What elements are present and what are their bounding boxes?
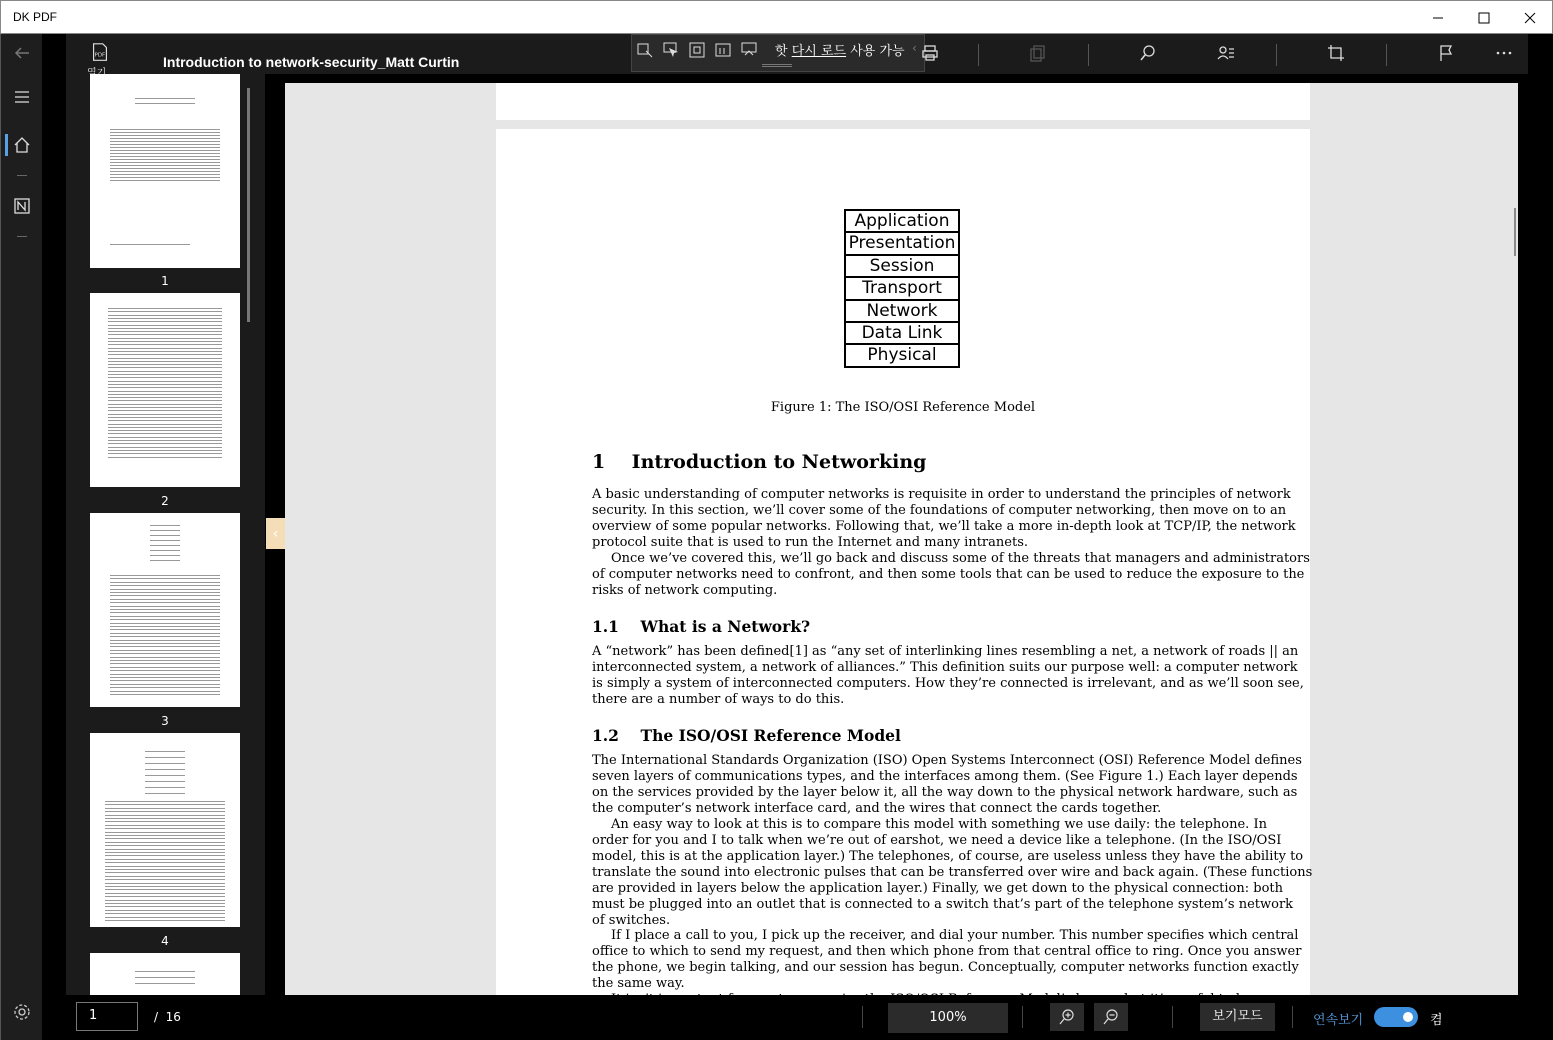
document-viewer[interactable] bbox=[285, 83, 1518, 1005]
thumbnail-text-line bbox=[135, 103, 195, 104]
thumbnail-text-line bbox=[110, 589, 220, 590]
thumbnail-text-line bbox=[105, 804, 225, 805]
chevron-left-icon: ‹ bbox=[272, 525, 279, 542]
print-icon bbox=[921, 44, 939, 62]
thumbnail-text-line bbox=[110, 694, 220, 695]
thumbnail-text-line bbox=[105, 872, 225, 873]
thumbnail-text-line bbox=[105, 815, 225, 816]
thumbnail-text-line bbox=[110, 171, 220, 172]
text-line: protocol suite that is used to run the Internet and many intranets. bbox=[592, 535, 1028, 550]
pointer-icon bbox=[663, 42, 679, 58]
back-arrow-icon bbox=[13, 44, 31, 62]
thumbnail-text-line bbox=[110, 653, 220, 654]
thumbnail-text-line bbox=[108, 341, 222, 342]
thumbnail-text-line bbox=[110, 602, 220, 603]
thumbnail-text-line bbox=[108, 420, 222, 421]
thumbnail-text-line bbox=[108, 414, 222, 415]
thumbnail-text-line bbox=[105, 903, 225, 904]
thumbnail-text-line bbox=[108, 338, 222, 339]
toggle-knob bbox=[1403, 1012, 1413, 1022]
thumbnail-text-line bbox=[110, 612, 220, 613]
paragraph bbox=[592, 551, 1310, 599]
thumbnail-text-line bbox=[110, 643, 220, 644]
thumbnail-text-line bbox=[105, 879, 225, 880]
thumbnail-text-line bbox=[110, 153, 220, 154]
thumbnail-text-line bbox=[110, 616, 220, 617]
thumbnail-text-line bbox=[110, 159, 220, 160]
thumbnail-text-line bbox=[110, 691, 220, 692]
osi-layer: Presentation bbox=[844, 231, 960, 255]
thumbnail-text-line bbox=[150, 535, 180, 536]
print-button[interactable] bbox=[915, 40, 945, 66]
read-aloud-button[interactable] bbox=[1211, 40, 1241, 66]
paragraph bbox=[592, 753, 1302, 817]
document-title: Introduction to network-security_Matt Curtin bbox=[163, 54, 460, 70]
hot-tool-5[interactable] bbox=[739, 40, 759, 60]
thumbnail-text-line bbox=[150, 550, 180, 551]
thumbnail-text-line bbox=[108, 437, 222, 438]
thumbnail-text-line bbox=[110, 640, 220, 641]
thumbnail-text-line bbox=[108, 358, 222, 359]
more-button[interactable] bbox=[1489, 40, 1519, 66]
thumbnail-text-line bbox=[108, 381, 222, 382]
text-line: Once we’ve covered this, we’ll go back and discuss some of the threats that managers and administrators bbox=[611, 551, 1310, 566]
thumbnail-text-line bbox=[110, 165, 220, 166]
thumbnail-text-line bbox=[110, 174, 220, 175]
more-icon bbox=[1495, 44, 1513, 62]
thumbnail-text-line bbox=[150, 555, 180, 556]
thumbnail-text-line bbox=[108, 318, 222, 319]
rail-separator bbox=[17, 236, 27, 237]
text-line: model, this is at the application layer.) The telephones, of course, are useless unless they have the ability to bbox=[592, 849, 1304, 864]
thumbnail-text-line bbox=[105, 917, 225, 918]
thumbnail-text-line bbox=[110, 244, 190, 245]
thumbnail-text-line bbox=[108, 457, 222, 458]
thumbnail-text-line bbox=[110, 132, 220, 133]
thumbnail-text-line bbox=[105, 859, 225, 860]
thumbnail-text-line bbox=[105, 876, 225, 877]
thumbnail-text-line bbox=[110, 575, 220, 576]
thumbnail-text-line bbox=[145, 775, 185, 776]
drag-handle[interactable] bbox=[762, 64, 792, 67]
thumbnail-text-line bbox=[110, 687, 220, 688]
thumbnail-text-line bbox=[110, 629, 220, 630]
thumbnail-text-line bbox=[150, 530, 180, 531]
text-line: is simply a system of interconnected computers. How they’re connected is irrelevant, and as we’ll soon see, bbox=[592, 676, 1304, 691]
thumbnail-text-line bbox=[110, 135, 220, 136]
thumbnail-text-line bbox=[108, 397, 222, 398]
hot-reload-link[interactable]: 다시 로드 bbox=[791, 44, 847, 59]
thumbnail-text-line bbox=[108, 348, 222, 349]
text-line: translate the sound into electronic pulses that can be transferred over wire and back again. (These functions bbox=[592, 865, 1313, 880]
menu-button[interactable] bbox=[1, 82, 43, 112]
paragraph bbox=[592, 487, 1296, 551]
display-layout-icon bbox=[741, 42, 757, 58]
thumbnail-text-line bbox=[110, 670, 220, 671]
thumbnail-text-line bbox=[108, 331, 222, 332]
thumbnail-text-line bbox=[110, 646, 220, 647]
text-line: office to which to send my request, and then which phone from that central office to ring. Once you answer bbox=[592, 944, 1302, 959]
thumbnail-text-line bbox=[110, 147, 220, 148]
thumbnail-text-line bbox=[105, 832, 225, 833]
thumbnail-text-line bbox=[110, 650, 220, 651]
thumbnail-text-line bbox=[145, 763, 185, 764]
collapse-chevron-icon[interactable]: ‹ bbox=[912, 41, 917, 55]
document-button[interactable] bbox=[1, 191, 43, 221]
thumbnail-text-line bbox=[108, 311, 222, 312]
thumbnail-text-line bbox=[135, 983, 195, 984]
thumbnail-text-line bbox=[110, 684, 220, 685]
hot-reload-toolbar bbox=[631, 34, 925, 72]
thumbnail-text-line bbox=[108, 361, 222, 362]
thumbnail-text-line bbox=[108, 371, 222, 372]
continuous-view-state: 켬 bbox=[1430, 1013, 1443, 1028]
thumbnail-text-line bbox=[105, 913, 225, 914]
thumbnail-text-line bbox=[105, 910, 225, 911]
bottom-separator bbox=[1292, 1006, 1293, 1028]
thumbnail-number: 2 bbox=[161, 494, 169, 508]
osi-layer: Transport bbox=[844, 276, 960, 300]
hot-tool-4[interactable] bbox=[713, 40, 733, 60]
text-line: there are a number of ways to do this. bbox=[592, 692, 845, 707]
copy-button[interactable] bbox=[1023, 40, 1053, 66]
search-icon bbox=[1139, 44, 1157, 62]
crop-icon bbox=[1327, 44, 1345, 62]
view-mode-button[interactable]: 보기모드 bbox=[1200, 1003, 1275, 1031]
text-line: on the services provided by the layer below it, all the way down to the physical network hardware, such as bbox=[592, 785, 1298, 800]
section-heading: 1 Introduction to Networking bbox=[592, 451, 927, 473]
thumbnail-text-line bbox=[108, 315, 222, 316]
thumbnail-text-line bbox=[108, 400, 222, 401]
thumbnail-text-line bbox=[110, 578, 220, 579]
thumbnail-text-line bbox=[110, 595, 220, 596]
thumbnail-text-line bbox=[108, 410, 222, 411]
thumbnail-text-line bbox=[105, 818, 225, 819]
flag-icon bbox=[1437, 44, 1455, 62]
thumbnail-text-line bbox=[105, 808, 225, 809]
thumbnail-text-line bbox=[108, 367, 222, 368]
thumbnail-text-line bbox=[105, 869, 225, 870]
thumbnail-text-line bbox=[110, 599, 220, 600]
thumbnail-text-line bbox=[108, 440, 222, 441]
select-element-icon bbox=[637, 42, 653, 58]
bottom-separator bbox=[1022, 1006, 1023, 1028]
close-icon bbox=[1524, 12, 1536, 24]
thumbnail-text-line bbox=[108, 404, 222, 405]
thumbnail-text-line bbox=[110, 623, 220, 624]
thumbnail-text-line bbox=[108, 364, 222, 365]
thumbnail-text-line bbox=[108, 430, 222, 431]
thumbnail-text-line bbox=[110, 180, 220, 181]
thumbnail-text-line bbox=[110, 582, 220, 583]
document-edit-icon bbox=[13, 197, 31, 215]
thumbnail-text-line bbox=[108, 447, 222, 448]
bookmark-button[interactable] bbox=[1431, 40, 1461, 66]
thumbnail-text-line bbox=[108, 394, 222, 395]
zoom-in-icon bbox=[1059, 1009, 1075, 1025]
zoom-level[interactable]: 100% bbox=[888, 1003, 1008, 1033]
thumbnail-text-line bbox=[110, 162, 220, 163]
zoom-out-icon bbox=[1103, 1009, 1119, 1025]
thumbnail-text-line bbox=[108, 453, 222, 454]
text-line: If I place a call to you, I pick up the receiver, and dial your number. This number specifies which central bbox=[611, 928, 1299, 943]
thumbnail-text-line bbox=[110, 636, 220, 637]
thumbnail-text-line bbox=[105, 835, 225, 836]
gear-icon bbox=[12, 1002, 32, 1022]
thumbnail-text-line bbox=[110, 592, 220, 593]
minimize-button[interactable] bbox=[1415, 1, 1461, 34]
thumbnail-text-line bbox=[145, 757, 185, 758]
thumbnail-text-line bbox=[110, 609, 220, 610]
thumbnail-text-line bbox=[105, 900, 225, 901]
thumbnail-page-3[interactable] bbox=[90, 513, 240, 707]
viewer-scrollbar[interactable] bbox=[1514, 208, 1516, 256]
subsection-heading: 1.2 The ISO/OSI Reference Model bbox=[592, 726, 901, 745]
thumbnail-page-5[interactable] bbox=[90, 953, 240, 995]
thumbnail-text-line bbox=[145, 751, 185, 752]
thumbnail-text-line bbox=[110, 619, 220, 620]
text-line: of computer networks need to confront, and then some tools that can be used to reduce the exposure to the bbox=[592, 567, 1305, 582]
osi-model-figure bbox=[844, 209, 960, 368]
continuous-view-label: 연속보기 bbox=[1313, 1013, 1364, 1028]
bottom-separator bbox=[862, 1006, 863, 1028]
settings-button[interactable] bbox=[12, 1002, 32, 1022]
search-button[interactable] bbox=[1133, 40, 1163, 66]
thumbnail-text-line bbox=[108, 424, 222, 425]
thumbnail-text-line bbox=[135, 977, 195, 978]
copy-icon bbox=[1029, 44, 1047, 62]
text-line: An easy way to look at this is to compare this model with something we use daily: the telephone. In bbox=[611, 817, 1267, 832]
osi-layer: Session bbox=[844, 254, 960, 278]
text-line: of switches. bbox=[592, 913, 671, 928]
thumbnail-text-line bbox=[108, 351, 222, 352]
text-line: security. In this section, we’ll cover some of the foundations of computer networking, then move on to an bbox=[592, 503, 1287, 518]
pdf-page bbox=[496, 129, 1313, 1005]
text-line: the phone, we begin talking, and our session has begun. Conceptually, computer networks function exactly bbox=[592, 960, 1299, 975]
thumbnail-text-line bbox=[108, 391, 222, 392]
hot-tool-2[interactable] bbox=[661, 40, 681, 60]
thumbnail-text-line bbox=[150, 560, 180, 561]
maximize-icon bbox=[1478, 12, 1490, 24]
thumbnail-text-line bbox=[110, 168, 220, 169]
thumbnail-scrollbar[interactable] bbox=[247, 88, 250, 322]
thumbnail-text-line bbox=[135, 98, 195, 99]
hot-reload-suffix: 사용 가능 bbox=[846, 44, 905, 59]
thumbnail-text-line bbox=[108, 344, 222, 345]
toolbar-separator bbox=[1386, 44, 1387, 66]
track-focus-icon bbox=[715, 42, 731, 58]
thumbnail-text-line bbox=[110, 660, 220, 661]
thumbnail-text-line bbox=[110, 606, 220, 607]
text-line: are provided in layers below the application layer.) Finally, we get down to the physical connection: both bbox=[592, 881, 1284, 896]
text-line: must be plugged into an outlet that is connected to a switch that’s part of the telephone system’s network bbox=[592, 897, 1294, 912]
thumbnail-text-line bbox=[108, 417, 222, 418]
thumbnail-text-line bbox=[110, 156, 220, 157]
thumbnail-page-4[interactable] bbox=[90, 733, 240, 927]
page-number-input[interactable]: 1 bbox=[76, 1002, 138, 1031]
thumbnail-text-line bbox=[110, 138, 220, 139]
thumbnail-page-2[interactable] bbox=[90, 293, 240, 487]
thumbnail-text-line bbox=[105, 828, 225, 829]
svg-text:PDF: PDF bbox=[94, 52, 106, 59]
thumbnail-text-line bbox=[105, 842, 225, 843]
thumbnail-text-line bbox=[145, 781, 185, 782]
back-button[interactable] bbox=[1, 38, 43, 68]
thumbnail-text-line bbox=[108, 321, 222, 322]
hot-reload-status bbox=[775, 40, 905, 59]
thumbnail-text-line bbox=[105, 893, 225, 894]
thumbnail-text-line bbox=[110, 177, 220, 178]
thumbnail-text-line bbox=[110, 626, 220, 627]
thumbnail-text-line bbox=[105, 838, 225, 839]
osi-layer: Physical bbox=[844, 343, 960, 367]
osi-layer: Application bbox=[844, 209, 960, 233]
thumbnail-text-line bbox=[105, 883, 225, 884]
thumbnail-text-line bbox=[108, 377, 222, 378]
collapse-pane-button[interactable] bbox=[266, 518, 285, 549]
thumbnail-text-line bbox=[105, 825, 225, 826]
thumbnail-text-line bbox=[108, 325, 222, 326]
previous-page bbox=[496, 83, 1310, 120]
hamburger-icon bbox=[13, 88, 31, 106]
maximize-button[interactable] bbox=[1461, 1, 1507, 34]
thumbnail-text-line bbox=[105, 866, 225, 867]
thumbnail-text-line bbox=[105, 889, 225, 890]
home-icon bbox=[13, 136, 31, 154]
text-line: A “network” has been defined[1] as “any set of interlinking lines resembling a net, a network of roads || an bbox=[592, 644, 1299, 659]
left-rail bbox=[0, 34, 42, 1040]
thumbnail-text-line bbox=[108, 407, 222, 408]
thumbnail-text-line bbox=[110, 150, 220, 151]
thumbnail-text-line bbox=[108, 308, 222, 309]
read-aloud-icon bbox=[1217, 44, 1235, 62]
toolbar-separator bbox=[1088, 44, 1089, 66]
thumbnail-text-line bbox=[110, 657, 220, 658]
hot-tool-1[interactable] bbox=[635, 40, 655, 60]
thumbnail-text-line bbox=[110, 129, 220, 130]
thumbnail-text-line bbox=[108, 450, 222, 451]
thumbnail-text-line bbox=[108, 433, 222, 434]
thumbnail-text-line bbox=[108, 443, 222, 444]
figure-caption: Figure 1: The ISO/OSI Reference Model bbox=[770, 400, 1036, 415]
thumbnail-text-line bbox=[108, 354, 222, 355]
thumbnail-text-line bbox=[105, 801, 225, 802]
window-titlebar bbox=[0, 0, 1553, 34]
text-line: A basic understanding of computer networks is requisite in order to understand the principles of network bbox=[592, 487, 1291, 502]
thumbnail-text-line bbox=[108, 427, 222, 428]
thumbnail-text-line bbox=[110, 141, 220, 142]
thumbnail-text-line bbox=[145, 793, 185, 794]
continuous-view-toggle[interactable] bbox=[1374, 1007, 1418, 1027]
thumbnail-text-line bbox=[110, 633, 220, 634]
bottom-separator bbox=[1172, 1006, 1173, 1028]
thumbnail-text-line bbox=[110, 144, 220, 145]
osi-layer: Network bbox=[844, 299, 960, 323]
thumbnail-text-line bbox=[105, 862, 225, 863]
close-button[interactable] bbox=[1507, 1, 1553, 34]
text-line: the same way. bbox=[592, 976, 685, 991]
thumbnail-text-line bbox=[105, 852, 225, 853]
rail-separator bbox=[17, 175, 27, 176]
toolbar-separator bbox=[978, 44, 979, 66]
thumbnail-text-line bbox=[105, 855, 225, 856]
text-line: order for you and I to talk when we’re out of earshot, we need a device like a telephone. (In the ISO/OSI bbox=[592, 833, 1282, 848]
thumbnail-text-line bbox=[110, 674, 220, 675]
thumbnail-text-line bbox=[105, 896, 225, 897]
thumbnail-text-line bbox=[105, 849, 225, 850]
text-line: overview of some popular networks. Following that, we’ll take a more in-depth look at TCP/IP, the network bbox=[592, 519, 1296, 534]
thumbnail-text-line bbox=[108, 328, 222, 329]
text-line: The International Standards Organization (ISO) Open Systems Interconnect (OSI) Reference Model defines bbox=[592, 753, 1302, 768]
thumbnail-text-line bbox=[110, 663, 220, 664]
home-button[interactable] bbox=[1, 130, 43, 160]
thumbnail-text-line bbox=[105, 886, 225, 887]
thumbnail-text-line bbox=[108, 374, 222, 375]
thumbnail-text-line bbox=[105, 821, 225, 822]
toolbar-separator bbox=[1276, 44, 1277, 66]
thumbnail-text-line bbox=[150, 525, 180, 526]
thumbnail-text-line bbox=[105, 845, 225, 846]
page-total: / 16 bbox=[154, 1010, 181, 1024]
thumbnail-text-line bbox=[135, 971, 195, 972]
thumbnail-text-line bbox=[110, 667, 220, 668]
thumbnail-page-1[interactable] bbox=[90, 74, 240, 268]
thumbnail-text-line bbox=[110, 680, 220, 681]
text-line: risks of network computing. bbox=[592, 583, 778, 598]
thumbnail-text-line bbox=[110, 677, 220, 678]
paragraph bbox=[592, 817, 1313, 929]
thumbnail-text-line bbox=[108, 334, 222, 335]
thumbnail-text-line bbox=[105, 811, 225, 812]
thumbnail-text-line bbox=[150, 540, 180, 541]
thumbnail-text-line bbox=[150, 545, 180, 546]
thumbnail-text-line bbox=[105, 920, 225, 921]
thumbnail-number: 4 bbox=[161, 934, 169, 948]
thumbnail-text-line bbox=[108, 384, 222, 385]
pdf-file-icon bbox=[88, 42, 112, 64]
thumbnail-text-line bbox=[145, 769, 185, 770]
crop-button[interactable] bbox=[1321, 40, 1351, 66]
osi-layer: Data Link bbox=[844, 321, 960, 345]
thumbnail-text-line bbox=[105, 906, 225, 907]
text-line: seven layers of communications types, and the interfaces among them. (See Figure 1.) Each layer depends bbox=[592, 769, 1298, 784]
hot-reload-prefix: 핫 bbox=[775, 44, 792, 59]
paragraph bbox=[592, 928, 1302, 992]
layout-bounds-icon bbox=[689, 42, 705, 58]
zoom-in-button[interactable] bbox=[1050, 1003, 1084, 1031]
thumbnail-text-line bbox=[108, 387, 222, 388]
text-line: interconnected system, a network of alliances.” This definition suits our purpose well: a computer network bbox=[592, 660, 1298, 675]
thumbnail-text-line bbox=[145, 787, 185, 788]
text-line: the computer’s network interface card, and the wires that connect the cards together. bbox=[592, 801, 1162, 816]
thumbnail-number: 1 bbox=[161, 274, 169, 288]
window-title: DK PDF bbox=[13, 10, 58, 24]
subsection-heading: 1.1 What is a Network? bbox=[592, 617, 811, 636]
paragraph bbox=[592, 644, 1304, 708]
minimize-icon bbox=[1432, 12, 1444, 24]
hot-tool-3[interactable] bbox=[687, 40, 707, 60]
thumbnail-text-line bbox=[110, 585, 220, 586]
zoom-out-button[interactable] bbox=[1094, 1003, 1128, 1031]
thumbnail-number: 3 bbox=[161, 714, 169, 728]
thumbnail-pane bbox=[66, 74, 265, 995]
